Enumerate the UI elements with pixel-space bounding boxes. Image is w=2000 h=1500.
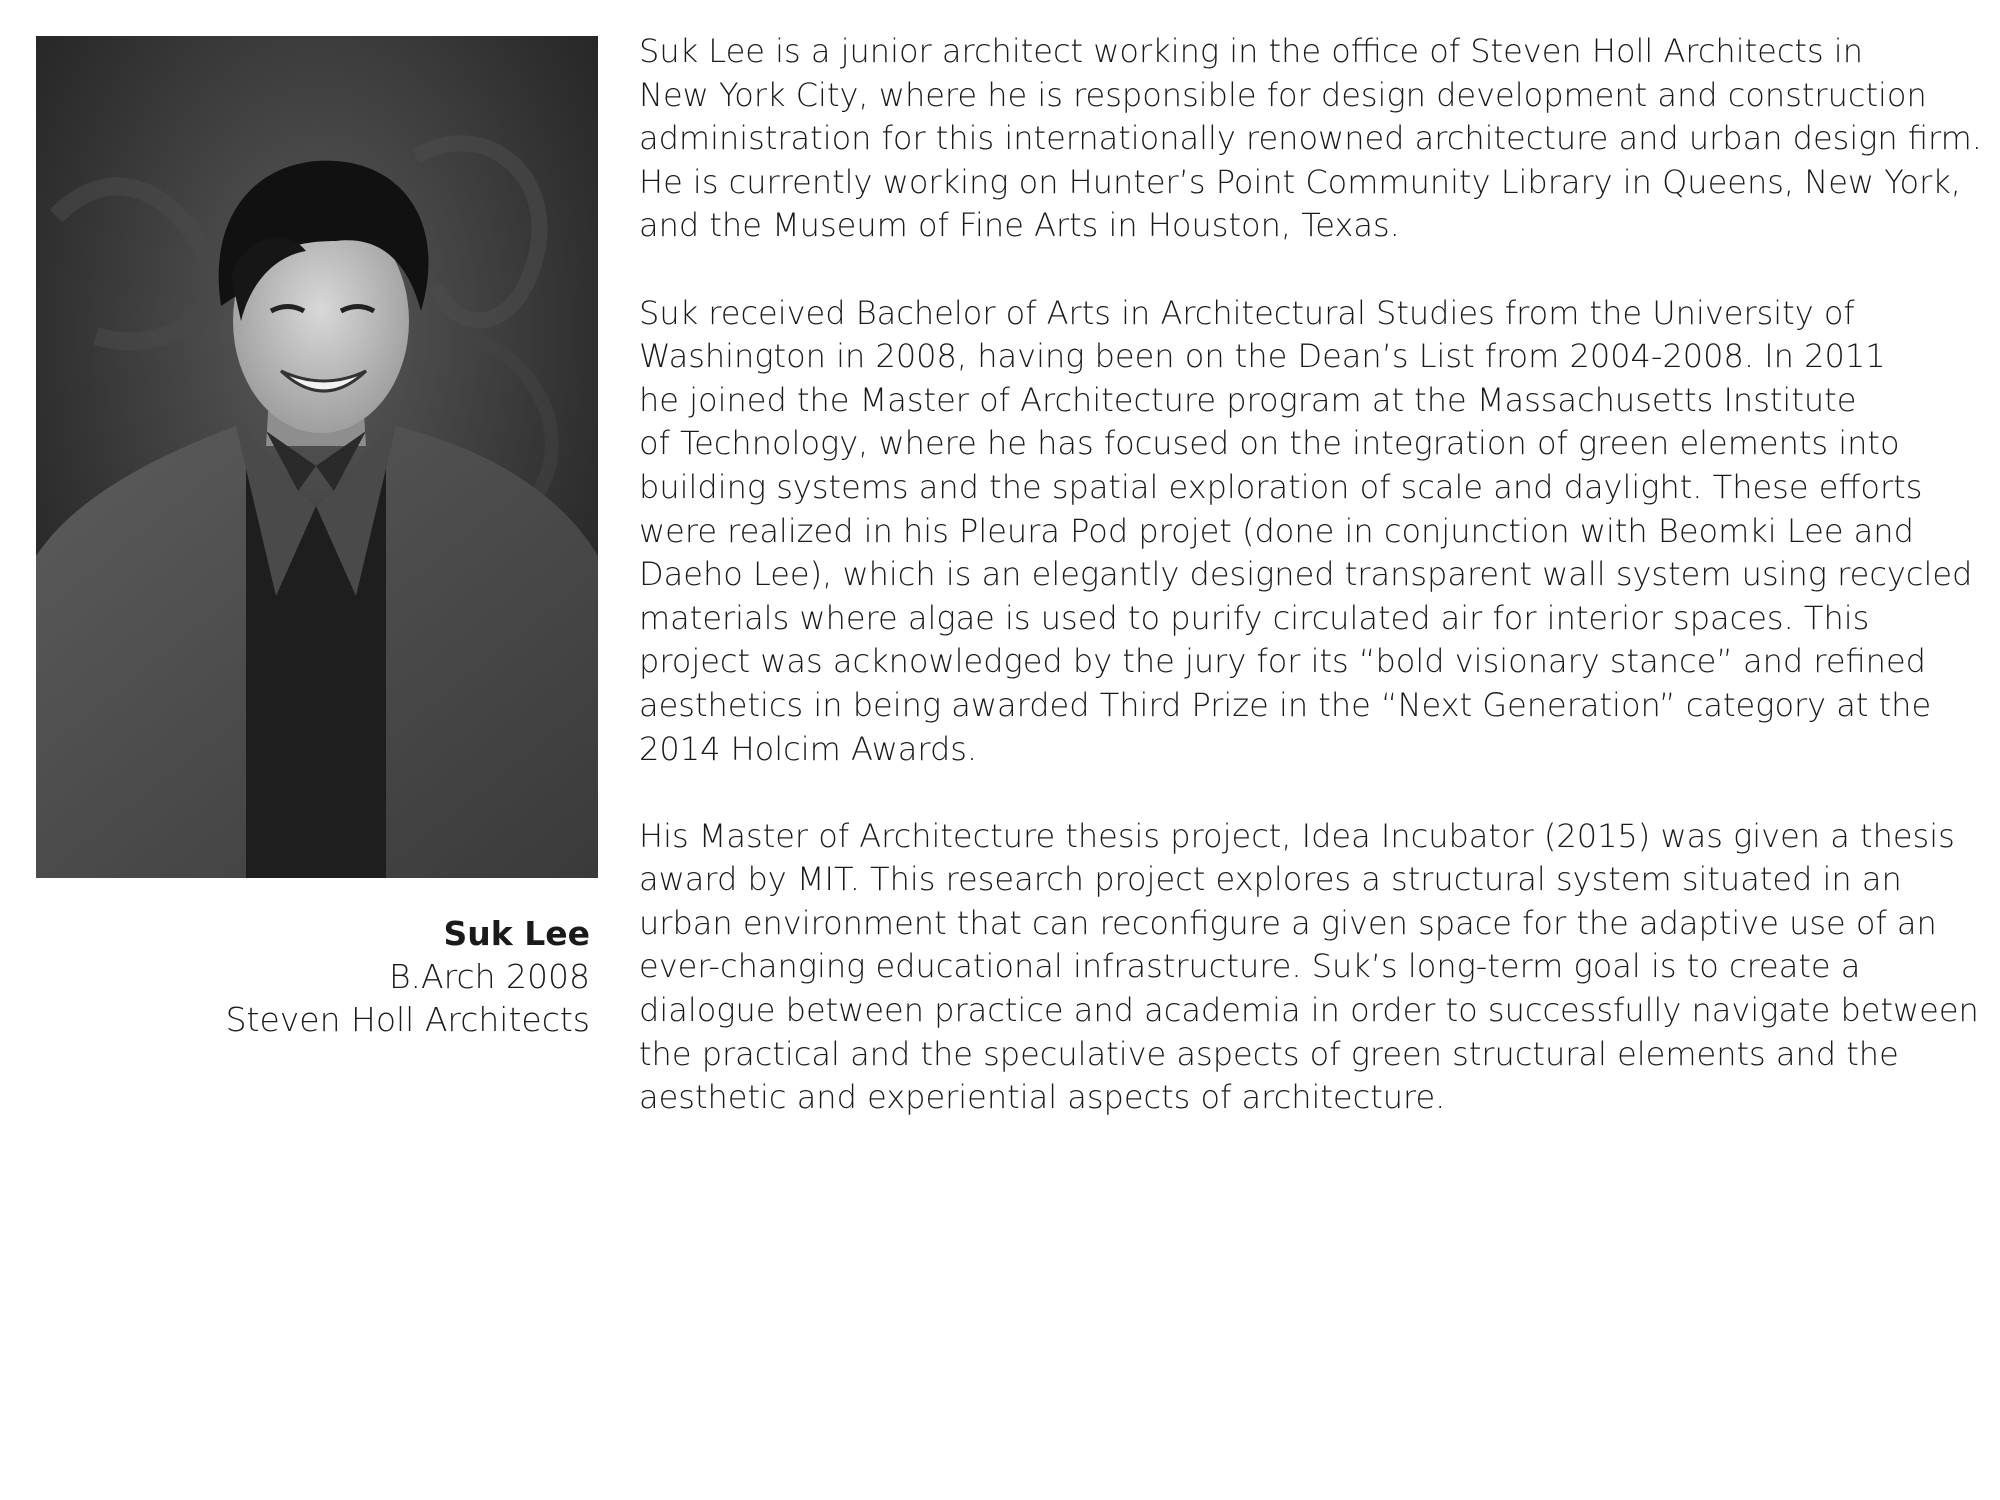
bio-line: were realized in his Pleura Pod projet (done in conjunction with Beomki Lee and	[639, 511, 1914, 550]
caption-degree: B.Arch 2008	[388, 957, 590, 996]
bio-line: building systems and the spatial exploration of scale and daylight. These efforts	[639, 467, 1923, 506]
bio-line: aesthetic and experiential aspects of architecture.	[639, 1078, 1446, 1117]
bio-line: Suk Lee is a junior architect working in the office of Steven Holl Architects in	[639, 32, 1863, 70]
bio-line: He is currently working on Hunter’s Point Community Library in Queens, New York,	[639, 162, 1961, 201]
bio-line: New York City, where he is responsible for design development and construction	[639, 75, 1927, 114]
bio-line: His Master of Architecture thesis project, Idea Incubator (2015) was given a thesis	[639, 816, 1955, 855]
bio-line: 2014 Holcim Awards.	[639, 729, 978, 768]
bio-line: of Technology, where he has focused on the integration of green elements into	[639, 424, 1900, 463]
bio-line: Suk received Bachelor of Arts in Architectural Studies from the University of	[639, 293, 1855, 332]
biography-text	[639, 30, 1984, 1163]
bio-line: Washington in 2008, having been on the Dean’s List from 2004-2008. In 2011	[639, 337, 1886, 376]
bio-line: award by MIT. This research project explores a structural system situated in an	[639, 860, 1902, 899]
portrait-illustration	[36, 36, 598, 878]
bio-paragraph-1	[639, 30, 1984, 248]
bio-line: project was acknowledged by the jury for its “bold visionary stance” and refined	[639, 642, 1926, 681]
bio-line: Daeho Lee), which is an elegantly designed transparent wall system using recycled	[639, 555, 1973, 594]
bio-line: materials where algae is used to purify circulated air for interior spaces. This	[639, 598, 1870, 637]
bio-line: administration for this internationally renowned architecture and urban design firm.	[639, 119, 1982, 158]
bio-line: he joined the Master of Architecture program at the Massachusetts Institute	[639, 380, 1857, 419]
bio-line: and the Museum of Fine Arts in Houston, Texas.	[639, 206, 1400, 245]
bio-line: aesthetics in being awarded Third Prize in the “Next Generation” category at the	[639, 685, 1932, 724]
portrait-photo	[36, 36, 598, 878]
bio-paragraph-3	[639, 815, 1984, 1120]
portrait-caption	[36, 912, 590, 1041]
caption-firm: Steven Holl Architects	[225, 1000, 590, 1039]
bio-line: ever-changing educational infrastructure. Suk’s long-term goal is to create a	[639, 947, 1861, 986]
caption-name: Suk Lee	[443, 914, 590, 953]
bio-line: urban environment that can reconfigure a given space for the adaptive use of an	[639, 903, 1937, 942]
bio-paragraph-2	[639, 292, 1984, 772]
bio-line: the practical and the speculative aspects of green structural elements and the	[639, 1034, 1899, 1073]
bio-line: dialogue between practice and academia in order to successfully navigate between	[639, 991, 1979, 1030]
